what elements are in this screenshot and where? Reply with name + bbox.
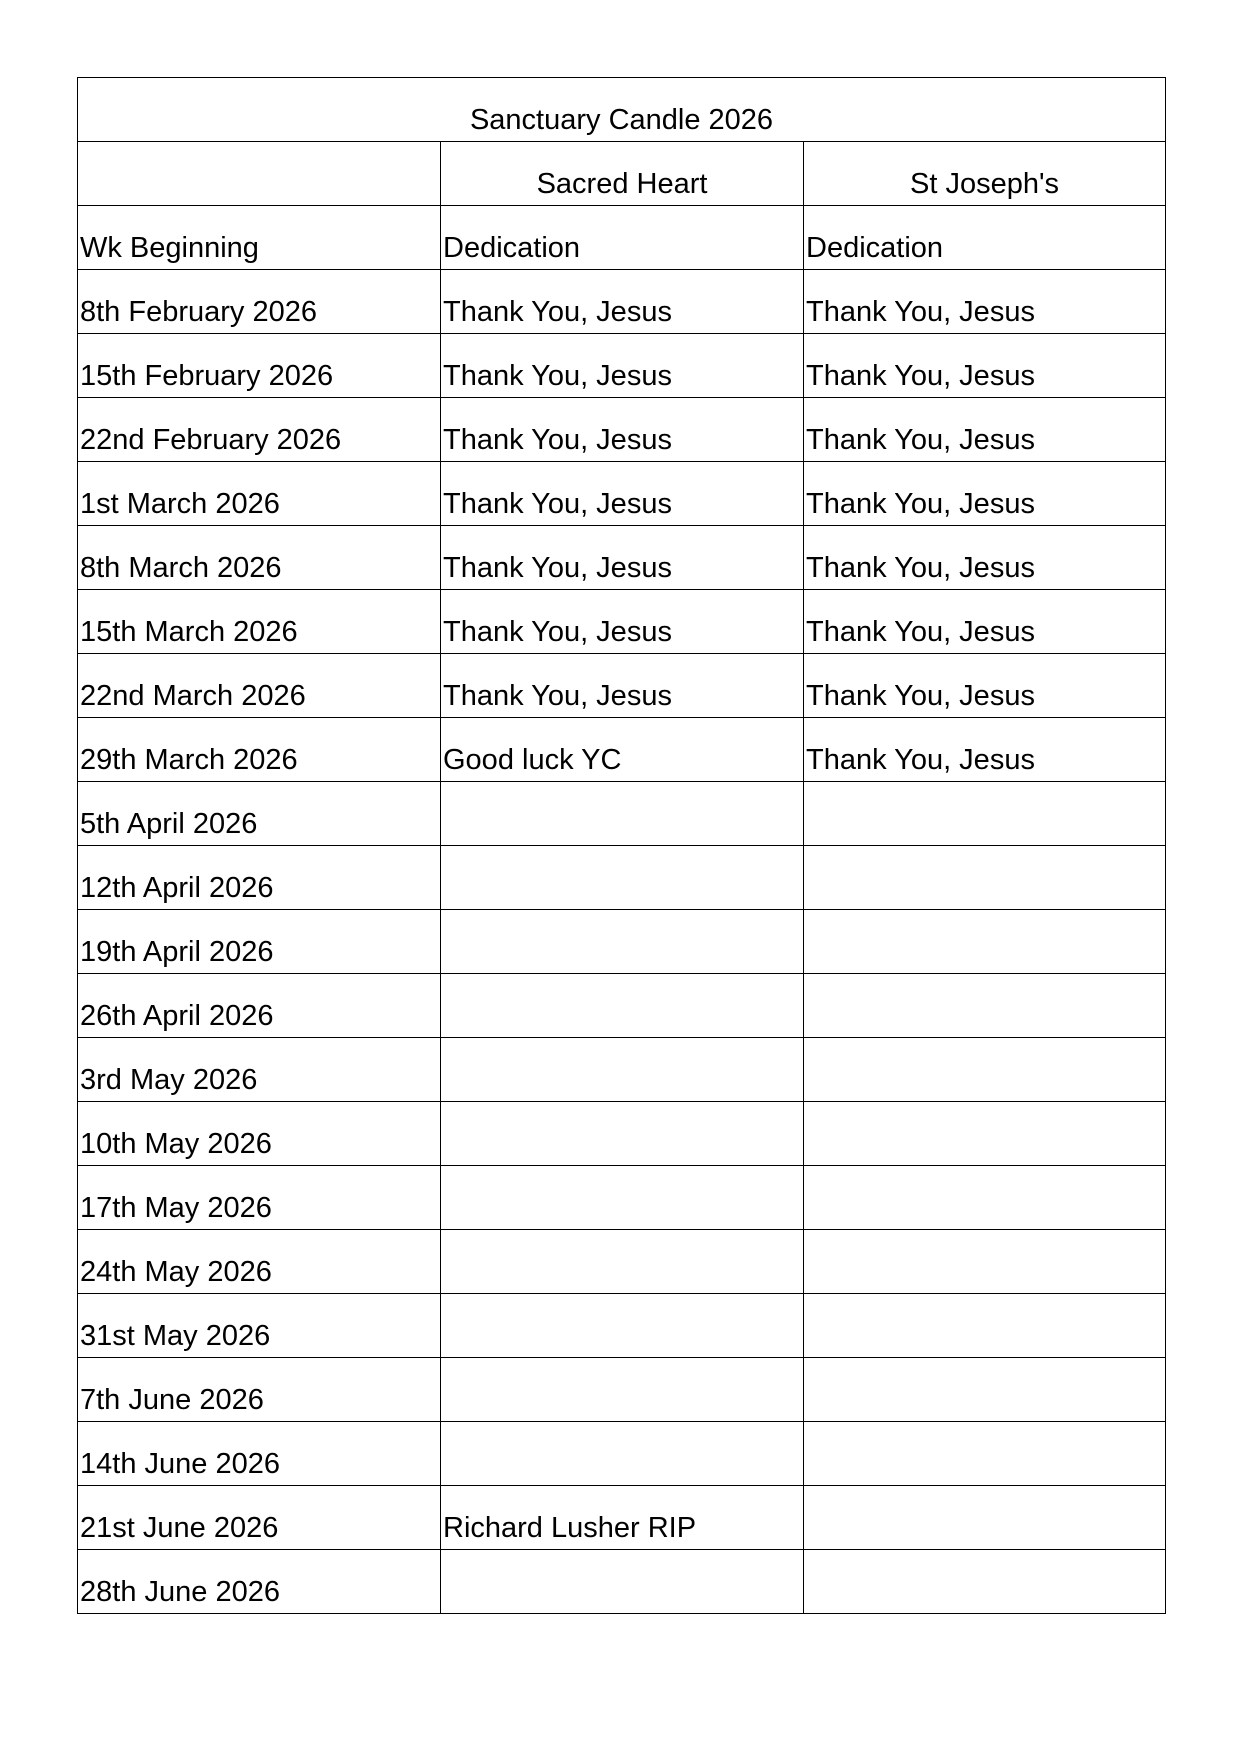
table-row: [78, 590, 1166, 654]
table-row: [78, 1038, 1166, 1102]
sacred-heart-dedication-cell: [441, 782, 804, 846]
week-cell: 7th June 2026: [78, 1358, 441, 1422]
week-cell: 8th March 2026: [78, 526, 441, 590]
sacred-heart-dedication-cell: [441, 1358, 804, 1422]
empty-header-cell: [78, 142, 441, 206]
title-row: [78, 78, 1166, 142]
week-cell: 26th April 2026: [78, 974, 441, 1038]
week-cell: 12th April 2026: [78, 846, 441, 910]
st-josephs-dedication-cell: Thank You, Jesus: [804, 590, 1166, 654]
week-cell: 19th April 2026: [78, 910, 441, 974]
church-header-st-josephs: St Joseph's: [804, 142, 1166, 206]
table-row: [78, 398, 1166, 462]
week-cell: 10th May 2026: [78, 1102, 441, 1166]
sacred-heart-dedication-cell: [441, 1230, 804, 1294]
st-josephs-dedication-cell: [804, 974, 1166, 1038]
table-row: [78, 1102, 1166, 1166]
table-row: [78, 846, 1166, 910]
table-row: [78, 1166, 1166, 1230]
week-cell: 1st March 2026: [78, 462, 441, 526]
candle-schedule-table: [77, 77, 1166, 1614]
sacred-heart-dedication-cell: Thank You, Jesus: [441, 334, 804, 398]
week-cell: 29th March 2026: [78, 718, 441, 782]
sacred-heart-dedication-cell: [441, 1102, 804, 1166]
st-josephs-dedication-cell: [804, 1486, 1166, 1550]
sacred-heart-dedication-cell: [441, 1294, 804, 1358]
column-header-row: [78, 206, 1166, 270]
table-row: [78, 974, 1166, 1038]
column-header-week: Wk Beginning: [78, 206, 441, 270]
church-header-row: [78, 142, 1166, 206]
st-josephs-dedication-cell: [804, 1166, 1166, 1230]
table-row: [78, 910, 1166, 974]
sacred-heart-dedication-cell: [441, 1038, 804, 1102]
table-row: [78, 1358, 1166, 1422]
week-cell: 17th May 2026: [78, 1166, 441, 1230]
sacred-heart-dedication-cell: Thank You, Jesus: [441, 462, 804, 526]
week-cell: 28th June 2026: [78, 1550, 441, 1614]
week-cell: 15th March 2026: [78, 590, 441, 654]
st-josephs-dedication-cell: [804, 782, 1166, 846]
week-cell: 15th February 2026: [78, 334, 441, 398]
st-josephs-dedication-cell: [804, 1358, 1166, 1422]
st-josephs-dedication-cell: [804, 1422, 1166, 1486]
st-josephs-dedication-cell: Thank You, Jesus: [804, 398, 1166, 462]
week-cell: 22nd February 2026: [78, 398, 441, 462]
sacred-heart-dedication-cell: [441, 846, 804, 910]
week-cell: 21st June 2026: [78, 1486, 441, 1550]
table-row: [78, 782, 1166, 846]
sacred-heart-dedication-cell: [441, 974, 804, 1038]
week-cell: 31st May 2026: [78, 1294, 441, 1358]
column-header-dedication-st-josephs: Dedication: [804, 206, 1166, 270]
st-josephs-dedication-cell: [804, 910, 1166, 974]
table-row: [78, 1486, 1166, 1550]
table-row: [78, 1230, 1166, 1294]
column-header-dedication-sacred-heart: Dedication: [441, 206, 804, 270]
sacred-heart-dedication-cell: Thank You, Jesus: [441, 398, 804, 462]
sacred-heart-dedication-cell: [441, 1550, 804, 1614]
st-josephs-dedication-cell: [804, 1230, 1166, 1294]
st-josephs-dedication-cell: [804, 1102, 1166, 1166]
table-row: [78, 270, 1166, 334]
week-cell: 3rd May 2026: [78, 1038, 441, 1102]
week-cell: 5th April 2026: [78, 782, 441, 846]
sacred-heart-dedication-cell: Thank You, Jesus: [441, 526, 804, 590]
church-header-sacred-heart: Sacred Heart: [441, 142, 804, 206]
week-cell: 8th February 2026: [78, 270, 441, 334]
sacred-heart-dedication-cell: [441, 1422, 804, 1486]
st-josephs-dedication-cell: [804, 1294, 1166, 1358]
sacred-heart-dedication-cell: Thank You, Jesus: [441, 590, 804, 654]
sacred-heart-dedication-cell: Thank You, Jesus: [441, 654, 804, 718]
sacred-heart-dedication-cell: Thank You, Jesus: [441, 270, 804, 334]
table-row: [78, 334, 1166, 398]
table-row: [78, 718, 1166, 782]
st-josephs-dedication-cell: Thank You, Jesus: [804, 334, 1166, 398]
st-josephs-dedication-cell: Thank You, Jesus: [804, 270, 1166, 334]
sacred-heart-dedication-cell: [441, 1166, 804, 1230]
st-josephs-dedication-cell: [804, 1038, 1166, 1102]
st-josephs-dedication-cell: [804, 846, 1166, 910]
week-cell: 22nd March 2026: [78, 654, 441, 718]
table-row: [78, 1294, 1166, 1358]
table-row: [78, 526, 1166, 590]
st-josephs-dedication-cell: Thank You, Jesus: [804, 462, 1166, 526]
table-row: [78, 462, 1166, 526]
st-josephs-dedication-cell: Thank You, Jesus: [804, 654, 1166, 718]
week-cell: 24th May 2026: [78, 1230, 441, 1294]
st-josephs-dedication-cell: [804, 1550, 1166, 1614]
table-title: Sanctuary Candle 2026: [78, 78, 1166, 142]
table-body: [78, 78, 1166, 1614]
st-josephs-dedication-cell: Thank You, Jesus: [804, 526, 1166, 590]
table-row: [78, 654, 1166, 718]
week-cell: 14th June 2026: [78, 1422, 441, 1486]
st-josephs-dedication-cell: Thank You, Jesus: [804, 718, 1166, 782]
sacred-heart-dedication-cell: Good luck YC: [441, 718, 804, 782]
sacred-heart-dedication-cell: Richard Lusher RIP: [441, 1486, 804, 1550]
table-row: [78, 1550, 1166, 1614]
table-row: [78, 1422, 1166, 1486]
sacred-heart-dedication-cell: [441, 910, 804, 974]
